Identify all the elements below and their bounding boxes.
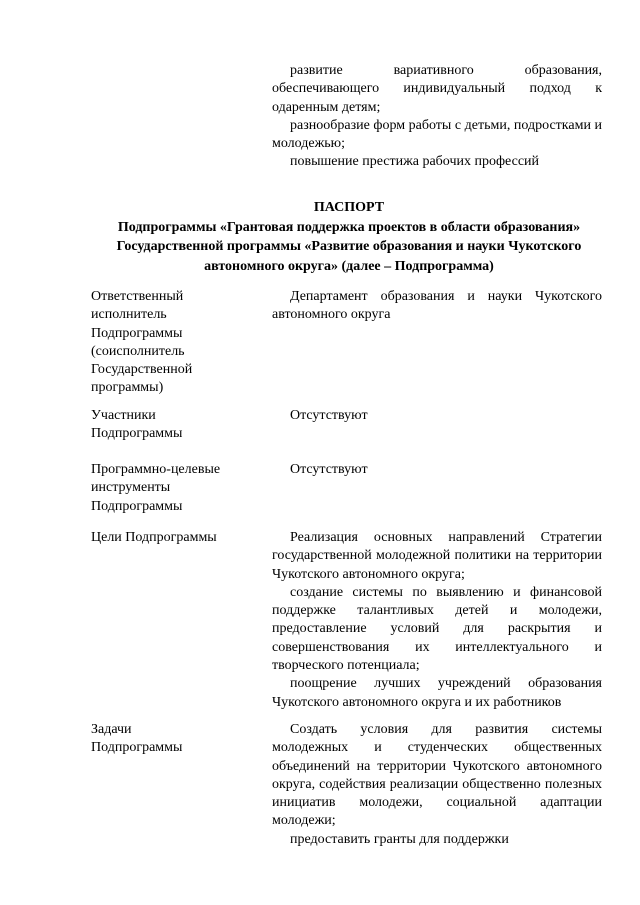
- value-paragraph: Отсутствуют: [290, 408, 368, 423]
- row-label-participants: [91, 407, 251, 444]
- top-list-item: разнообразие форм работы с детьми, подростками и молодежью;: [272, 117, 602, 152]
- label-line: исполнитель: [91, 307, 167, 323]
- label-line: Государственной: [91, 362, 193, 378]
- value-paragraph: предоставить гранты для поддержки: [290, 831, 509, 847]
- row-label-instruments: [91, 461, 251, 516]
- label-line: инструменты: [91, 480, 171, 496]
- row-value-tasks: [272, 721, 602, 849]
- top-list: [272, 62, 602, 172]
- label-line: Цели Подпрограммы: [91, 530, 217, 545]
- passport-heading: [80, 198, 618, 276]
- value-paragraph: Создать условия для развития системы молодежных и студенческих общественных объединений на территории Чукотского автономного округа, содействия реализации общественно полезных инициатив молодежи, социальной адаптации молодежи;: [272, 722, 602, 829]
- row-label-tasks: [91, 721, 251, 758]
- row-label-goals: [91, 529, 251, 547]
- label-line: Задачи: [91, 722, 132, 737]
- value-paragraph: создание системы по выявлению и финансовой поддержке талантливых детей и молодежи, предоставление условий для раскрытия и совершенствования их интеллектуального и творческого потенциала;: [272, 584, 602, 674]
- value-paragraph: Реализация основных направлений Стратегии государственной молодежной политики на территории Чукотского автономного округа;: [272, 530, 602, 582]
- label-line: Ответственный: [91, 289, 184, 304]
- top-list-item: развитие вариативного образования, обеспечивающего индивидуальный подход к одаренным детям;: [272, 63, 602, 115]
- row-value-responsible: [272, 288, 602, 325]
- passport-subtitle-line: Подпрограммы «Грантовая поддержка проектов в области образования»: [117, 219, 581, 235]
- passport-title: ПАСПОРТ: [313, 200, 385, 215]
- label-line: Программно-целевые: [91, 462, 221, 477]
- value-paragraph: Департамент образования и науки Чукотского автономного округа: [272, 289, 602, 323]
- value-paragraph: поощрение лучших учреждений образования Чукотского автономного округа и их работников: [272, 676, 602, 710]
- label-line: Подпрограммы: [91, 498, 183, 514]
- label-line: Подпрограммы: [91, 426, 183, 442]
- label-line: Участники: [91, 408, 156, 423]
- passport-subtitle-line: автономного округа» (далее – Подпрограмма): [204, 258, 494, 274]
- row-value-goals: [272, 529, 602, 712]
- top-list-item: повышение престижа рабочих профессий: [290, 154, 540, 170]
- passport-subtitle-line: Государственной программы «Развитие образования и науки Чукотского: [116, 239, 582, 254]
- row-label-responsible: [91, 288, 251, 398]
- row-value-participants: [272, 407, 602, 425]
- value-paragraph: Отсутствуют: [290, 462, 368, 477]
- label-line: (соисполнитель: [91, 343, 185, 359]
- label-line: Подпрограммы: [91, 325, 183, 341]
- label-line: программы): [91, 380, 164, 396]
- label-line: Подпрограммы: [91, 740, 183, 756]
- row-value-instruments: [272, 461, 602, 479]
